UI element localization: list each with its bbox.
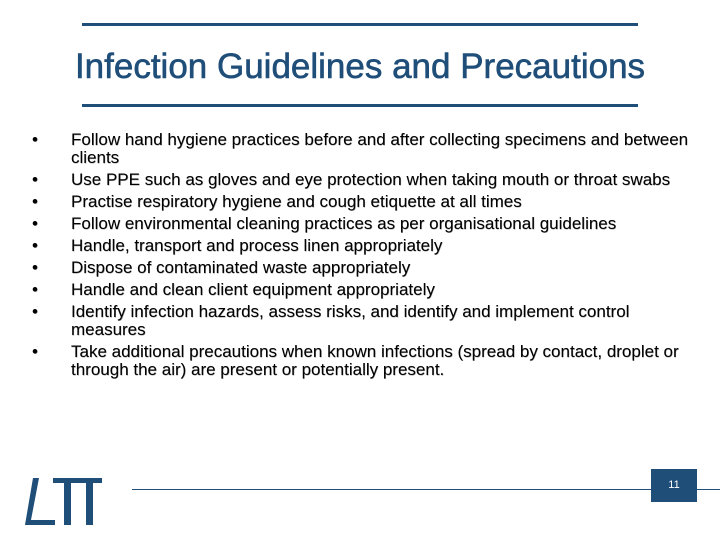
bullet-icon: • (32, 130, 38, 149)
bullet-item (28, 193, 708, 211)
bullet-text: Follow environmental cleaning practices as per organisational guidelines (71, 214, 617, 233)
bullet-item (28, 171, 708, 189)
footer-rule (132, 489, 720, 490)
bullet-text: Take additional precautions when known infections (spread by contact, droplet or through the air) are present or potentially present. (71, 342, 679, 379)
bullet-text: Follow hand hygiene practices before and after collecting specimens and between clients (71, 130, 689, 167)
bullet-text: Handle, transport and process linen appropriately (71, 236, 443, 255)
bullet-icon: • (32, 214, 38, 233)
bullet-text: Dispose of contaminated waste appropriately (71, 258, 411, 277)
slide-title: Infection Guidelines and Precautions (74, 47, 646, 86)
bullet-icon: • (32, 192, 38, 211)
page-number-badge: 11 (651, 469, 697, 502)
bullet-item (28, 215, 708, 233)
bullet-item (28, 131, 708, 167)
bullet-icon: • (32, 236, 38, 255)
bullet-text: Use PPE such as gloves and eye protection when taking mouth or throat swabs (71, 170, 671, 189)
bullet-icon: • (32, 302, 38, 321)
bullet-list (28, 131, 708, 383)
bullet-item (28, 259, 708, 277)
bullet-icon: • (32, 170, 38, 189)
title-bottom-rule (82, 104, 638, 107)
bullet-item (28, 237, 708, 255)
bullet-icon: • (32, 280, 38, 299)
bullet-icon: • (32, 342, 38, 361)
bullet-item (28, 343, 708, 379)
bullet-icon: • (32, 258, 38, 277)
title-top-rule (82, 23, 638, 26)
bullet-text: Practise respiratory hygiene and cough etiquette at all times (71, 192, 522, 211)
bullet-item (28, 303, 708, 339)
bullet-text: Handle and clean client equipment appropriately (71, 280, 435, 299)
bullet-item (28, 281, 708, 299)
itt-logo-icon (25, 476, 103, 526)
bullet-text: Identify infection hazards, assess risks, and identify and implement control measures (71, 302, 630, 339)
